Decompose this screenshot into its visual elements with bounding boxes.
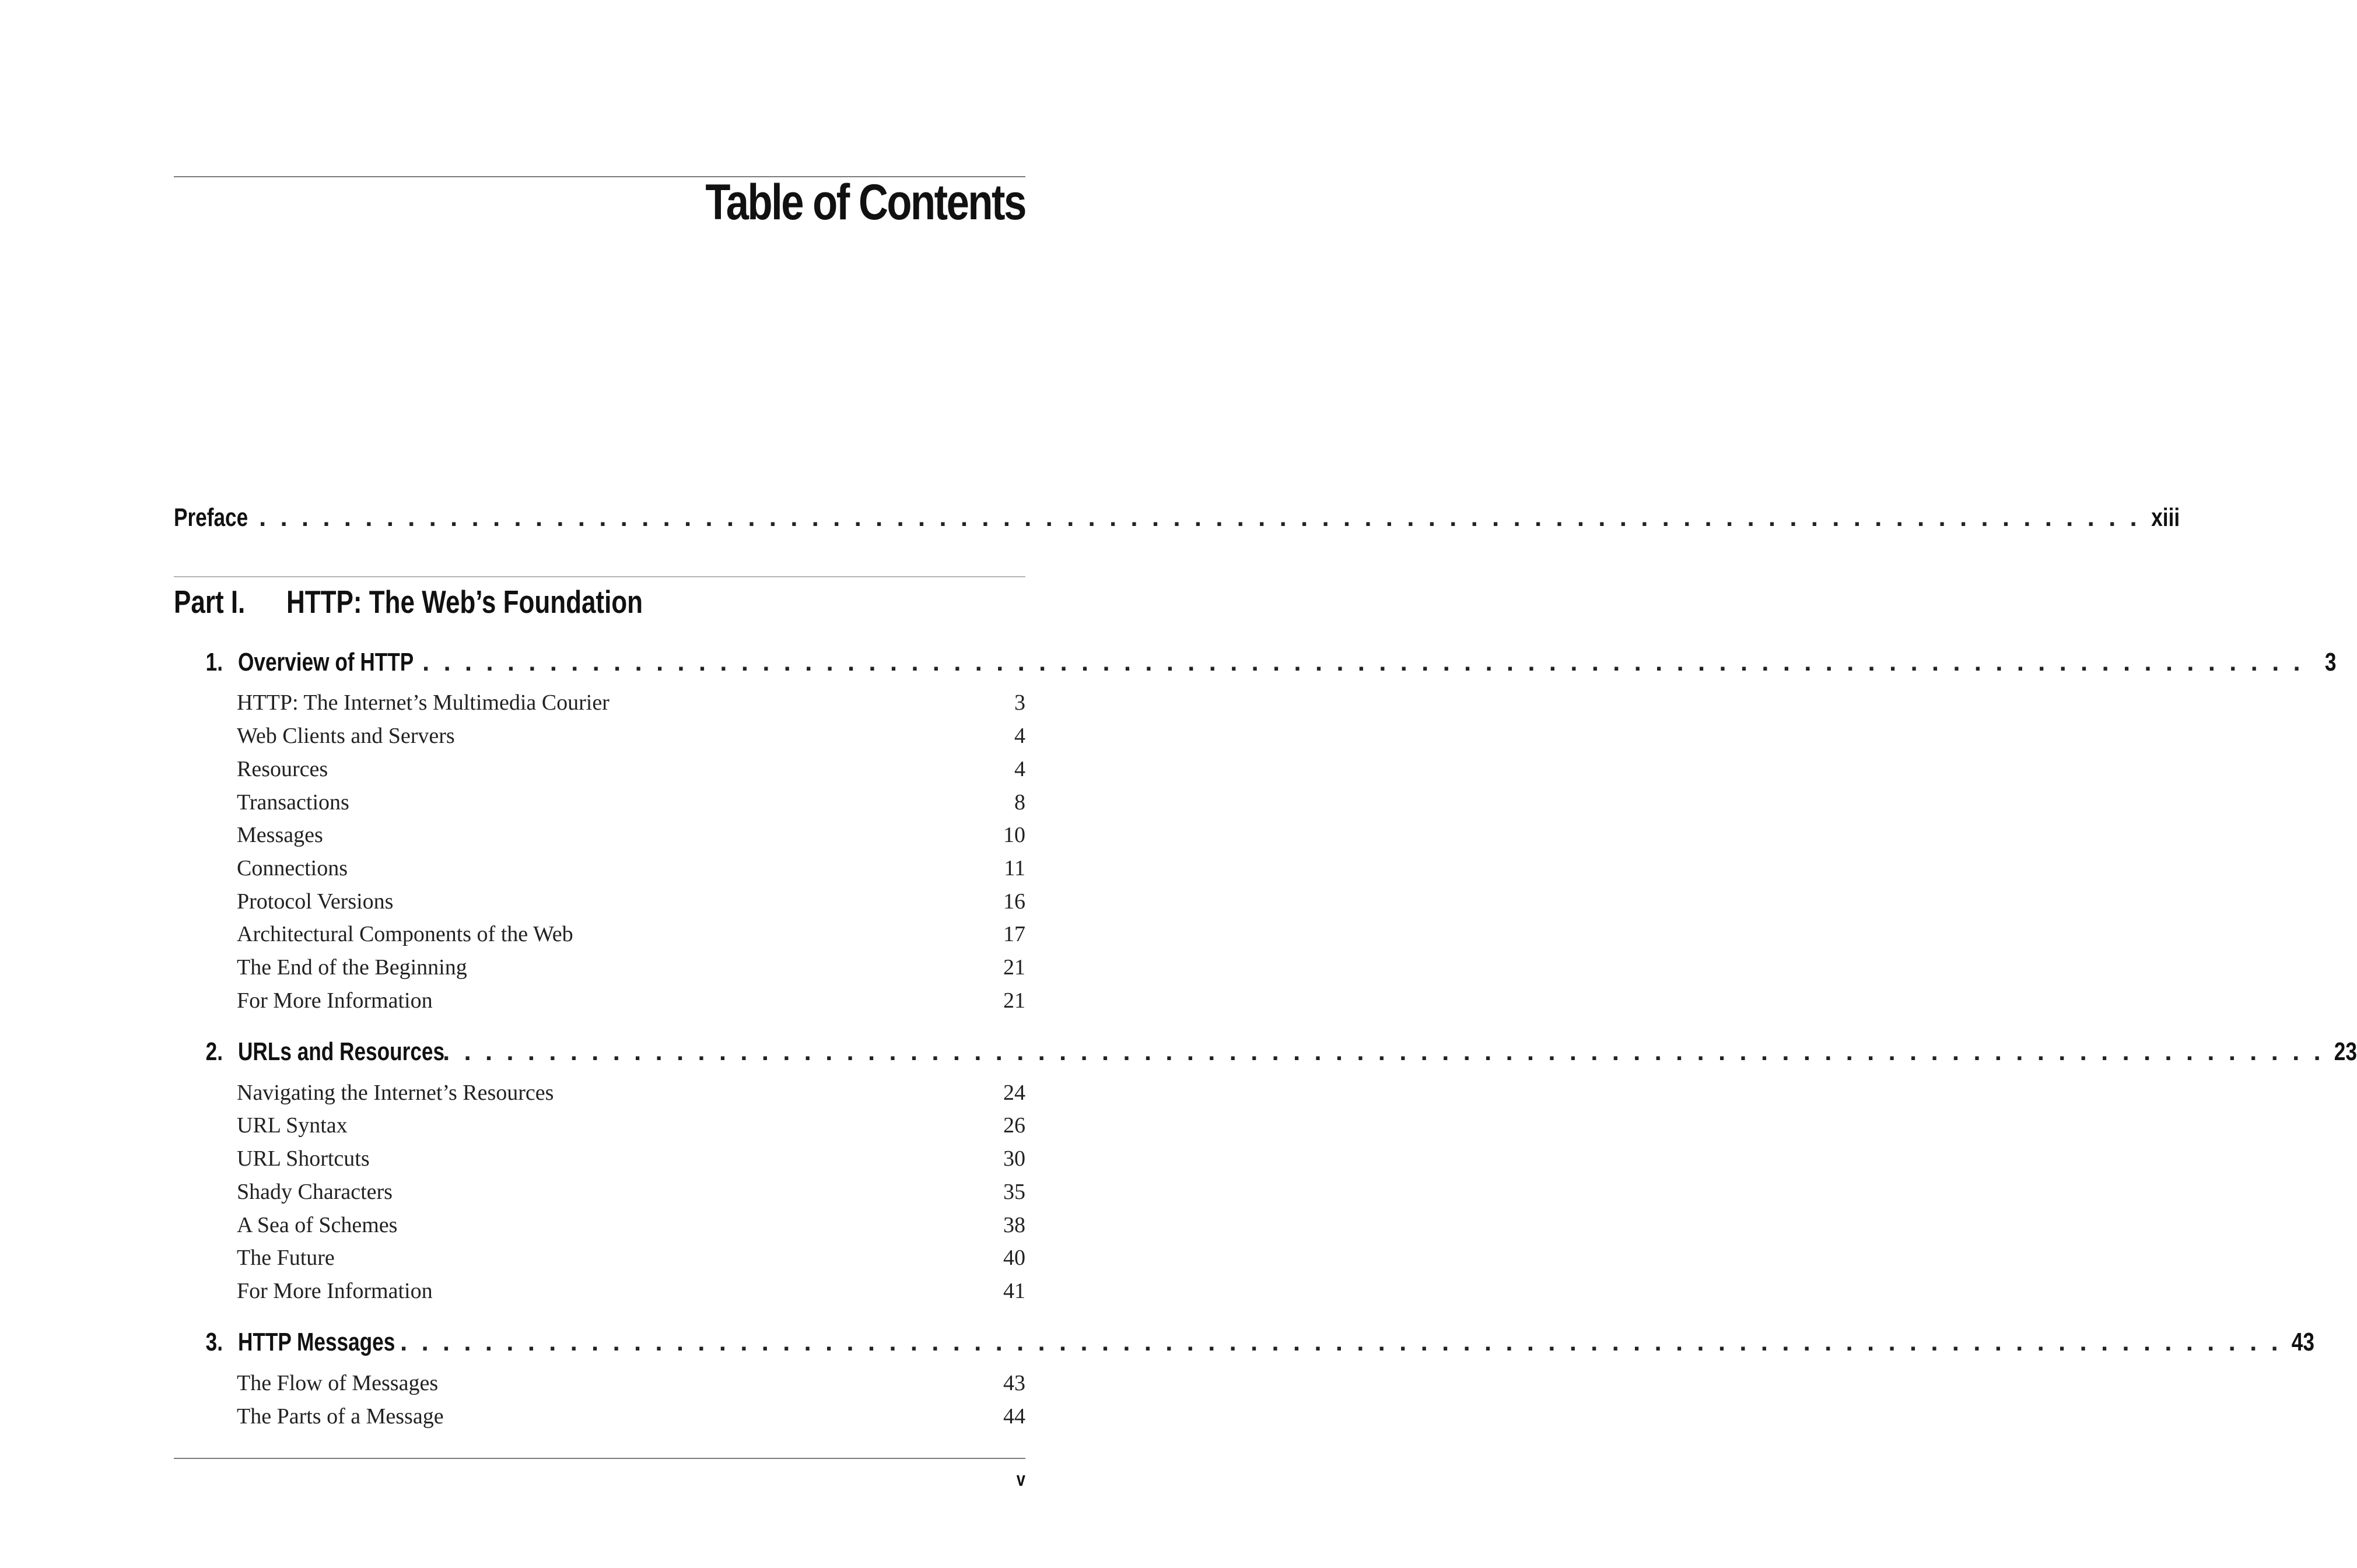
section-page: 11 <box>1004 856 1025 881</box>
chapter-page: 3 <box>2325 648 2337 676</box>
section-title: Protocol Versions <box>237 889 394 914</box>
section-entry[interactable] <box>237 857 1025 879</box>
section-entry[interactable] <box>237 1372 1025 1394</box>
section-page: 40 <box>1003 1246 1025 1270</box>
chapter-title: URLs and Resources <box>238 1037 445 1066</box>
section-entry[interactable] <box>237 1181 1025 1203</box>
section-title: The Future <box>237 1246 335 1270</box>
chapter-page-wrap <box>2328 1037 2357 1067</box>
section-entry[interactable] <box>237 824 1025 846</box>
page-title: Table of Contents <box>705 174 1025 230</box>
section-title: Architectural Components of the Web <box>237 922 573 946</box>
section-page: 35 <box>1003 1180 1025 1204</box>
section-page: 43 <box>1003 1371 1025 1395</box>
section-title: Transactions <box>237 790 349 815</box>
chapter-title: HTTP Messages <box>238 1328 395 1356</box>
section-entry[interactable] <box>237 692 1025 714</box>
chapter-number: 1. <box>205 648 223 676</box>
chapter-entry[interactable] <box>174 647 2337 677</box>
bottom-rule <box>174 1458 1025 1459</box>
chapter-entry[interactable] <box>174 1327 2314 1357</box>
section-title: Navigating the Internet’s Resources <box>237 1081 554 1105</box>
preface-label: Preface <box>174 503 248 532</box>
section-title: For More Information <box>237 988 433 1013</box>
dot-leader: . . . . . . . . . . . . . . . . . . . . . . . . . . . . . . . . . . . . . . . . . . . . . . . . . . . . . . . . . . . . . . . . . . . . . . . . . . . . . . . . . . . . . . . . . <box>259 503 2141 532</box>
chapter-number: 3. <box>205 1328 223 1356</box>
section-title: The Flow of Messages <box>237 1371 439 1395</box>
section-entry[interactable] <box>237 1280 1025 1302</box>
preface-page: xiii <box>2151 503 2180 532</box>
section-entry[interactable] <box>237 1148 1025 1170</box>
section-entry[interactable] <box>237 956 1025 978</box>
section-page: 30 <box>1003 1146 1025 1171</box>
chapter-page-wrap <box>2285 1327 2314 1357</box>
chapter-title-wrap <box>238 647 419 677</box>
section-title: HTTP: The Internet’s Multimedia Courier <box>237 690 610 715</box>
section-title: URL Shortcuts <box>237 1146 370 1171</box>
chapter-page-wrap <box>2307 647 2337 677</box>
dot-leader: . . . . . . . . . . . . . . . . . . . . . . . . . . . . . . . . . . . . . . . . . . . . . . . . . . . . . . . . . . . . . . . . . . . . . . . . . . . . . . . . . . . . . . . . . <box>443 1037 2324 1066</box>
chapter-number: 2. <box>205 1037 223 1066</box>
toc-preface-entry[interactable] <box>174 503 2180 532</box>
section-page: 21 <box>1003 988 1025 1013</box>
section-page: 16 <box>1003 889 1025 914</box>
section-title: Web Clients and Servers <box>237 724 455 748</box>
part-title: HTTP: The Web’s Foundation <box>286 584 643 620</box>
part-rule <box>174 576 1025 577</box>
section-page: 38 <box>1003 1213 1025 1237</box>
section-title: For More Information <box>237 1279 433 1303</box>
section-page: 4 <box>1014 757 1025 781</box>
chapter-number-wrap <box>174 1037 238 1067</box>
section-title: Connections <box>237 856 348 881</box>
section-entry[interactable] <box>237 1082 1025 1104</box>
section-title: Resources <box>237 757 328 781</box>
section-entry[interactable] <box>237 758 1025 780</box>
section-entry[interactable] <box>237 1214 1025 1236</box>
section-entry[interactable] <box>237 923 1025 945</box>
dot-leader: . . . . . . . . . . . . . . . . . . . . . . . . . . . . . . . . . . . . . . . . . . . . . . . . . . . . . . . . . . . . . . . . . . . . . . . . . . . . . . . . . . . . . . . . . <box>400 1328 2282 1356</box>
chapter-number-wrap <box>174 647 238 677</box>
section-entry[interactable] <box>237 1114 1025 1136</box>
section-entry[interactable] <box>237 725 1025 747</box>
section-entry[interactable] <box>237 1247 1025 1269</box>
section-title: Shady Characters <box>237 1180 393 1204</box>
chapter-title: Overview of HTTP <box>238 648 414 676</box>
dot-leader: . . . . . . . . . . . . . . . . . . . . . . . . . . . . . . . . . . . . . . . . . . . . . . . . . . . . . . . . . . . . . . . . . . . . . . . . . . . . . . . . . . . . . . . . . <box>422 648 2304 676</box>
chapter-title-wrap <box>238 1327 397 1357</box>
section-page: 3 <box>1014 690 1025 715</box>
section-entry[interactable] <box>237 890 1025 913</box>
section-title: A Sea of Schemes <box>237 1213 398 1237</box>
section-page: 8 <box>1014 790 1025 815</box>
section-page: 17 <box>1003 922 1025 946</box>
preface-label-wrap <box>174 503 255 532</box>
chapter-page: 43 <box>2291 1328 2314 1356</box>
section-page: 4 <box>1014 724 1025 748</box>
section-page: 41 <box>1003 1279 1025 1303</box>
section-title: The Parts of a Message <box>237 1404 444 1429</box>
section-entry[interactable] <box>237 990 1025 1012</box>
chapter-number-wrap <box>174 1327 238 1357</box>
part-label: Part I. <box>174 584 246 620</box>
section-title: Messages <box>237 823 323 847</box>
section-entry[interactable] <box>237 1405 1025 1427</box>
section-page: 21 <box>1003 955 1025 980</box>
chapter-entry[interactable] <box>174 1037 2357 1067</box>
chapter-page: 23 <box>2334 1037 2357 1066</box>
section-entry[interactable] <box>237 791 1025 813</box>
preface-page-wrap <box>2144 503 2180 532</box>
section-page: 24 <box>1003 1081 1025 1105</box>
page-number: v <box>1016 1468 1025 1490</box>
section-page: 44 <box>1003 1404 1025 1429</box>
chapter-title-wrap <box>238 1037 445 1067</box>
section-title: The End of the Beginning <box>237 955 467 980</box>
section-page: 26 <box>1003 1113 1025 1138</box>
section-title: URL Syntax <box>237 1113 348 1138</box>
section-page: 10 <box>1003 823 1025 847</box>
